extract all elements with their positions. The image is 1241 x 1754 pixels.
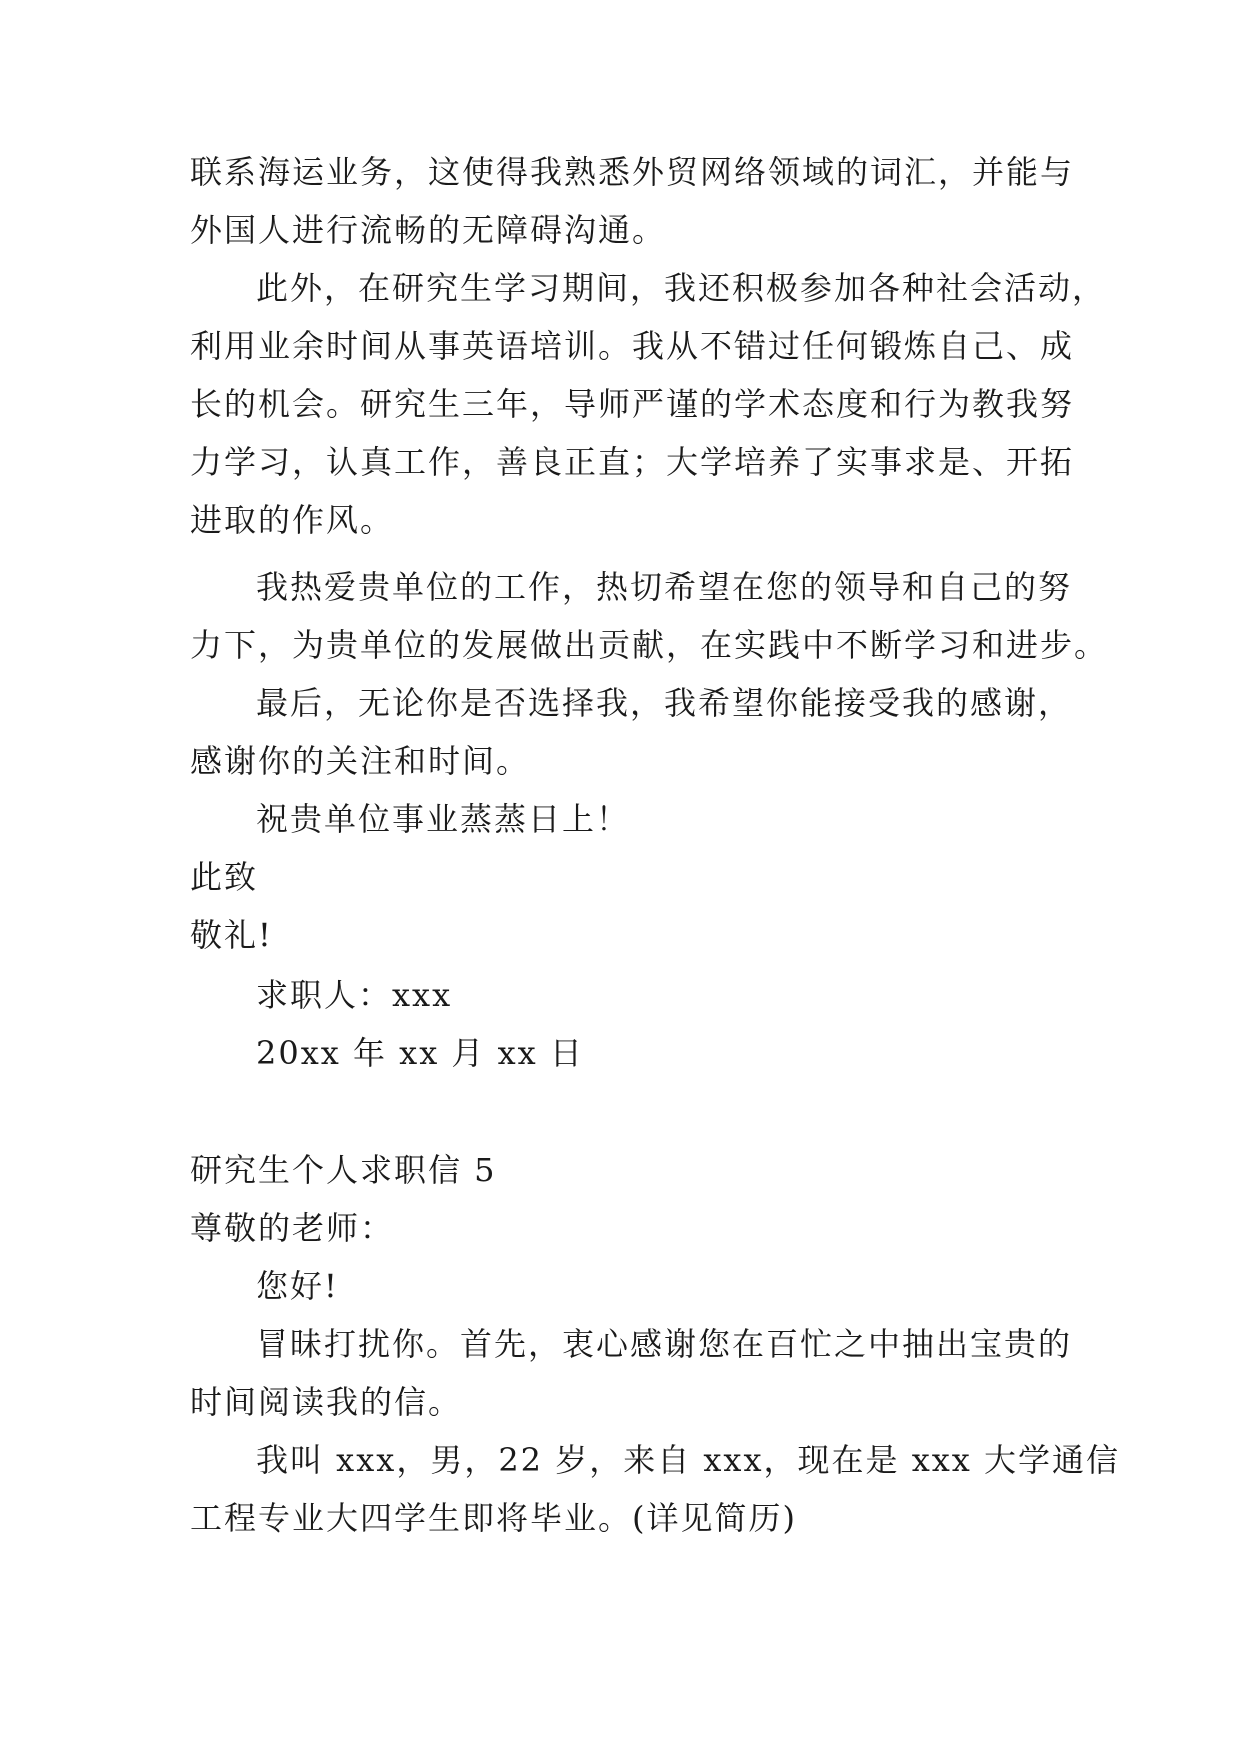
section-title: 研究生个人求职信 5	[190, 1151, 497, 1189]
paragraph-first-line: 最后，无论你是否选择我，我希望你能接受我的感谢，	[256, 684, 1073, 722]
greeting-hello: 您好!	[256, 1267, 339, 1305]
signature-applicant: 求职人：xxx	[256, 976, 453, 1014]
closing-wish: 祝贵单位事业蒸蒸日上！	[256, 800, 631, 838]
body-text-line: 感谢你的关注和时间。	[190, 742, 531, 780]
salutation-regards: 敬礼!	[190, 916, 273, 954]
signature-date: 20xx 年 xx 月 xx 日	[256, 1034, 584, 1072]
paragraph-first-line: 我热爱贵单位的工作，热切希望在您的领导和自己的努	[256, 568, 1073, 606]
greeting-recipient: 尊敬的老师：	[190, 1209, 395, 1247]
salutation-closing: 此致	[190, 858, 259, 896]
body-text-line: 时间阅读我的信。	[190, 1383, 463, 1421]
body-text-line: 利用业余时间从事英语培训。我从不错过任何锻炼自己、成	[190, 327, 1075, 365]
paragraph-first-line: 冒昧打扰你。首先，衷心感谢您在百忙之中抽出宝贵的	[256, 1325, 1073, 1363]
body-text-line: 外国人进行流畅的无障碍沟通。	[190, 211, 667, 249]
body-text-line: 长的机会。研究生三年，导师严谨的学术态度和行为教我努	[190, 385, 1075, 423]
paragraph-first-line: 此外，在研究生学习期间，我还积极参加各种社会活动，	[256, 269, 1107, 307]
body-text-line: 力学习，认真工作，善良正直；大学培养了实事求是、开拓	[190, 443, 1075, 481]
body-text-line: 力下，为贵单位的发展做出贡献，在实践中不断学习和进步。	[190, 626, 1109, 664]
paragraph-first-line: 我叫 xxx，男，22 岁，来自 xxx，现在是 xxx 大学通信	[256, 1441, 1121, 1479]
body-text-line: 进取的作风。	[190, 501, 395, 539]
body-text-line: 工程专业大四学生即将毕业。(详见简历)	[190, 1499, 797, 1537]
body-text-line: 联系海运业务，这使得我熟悉外贸网络领域的词汇，并能与	[190, 153, 1075, 191]
